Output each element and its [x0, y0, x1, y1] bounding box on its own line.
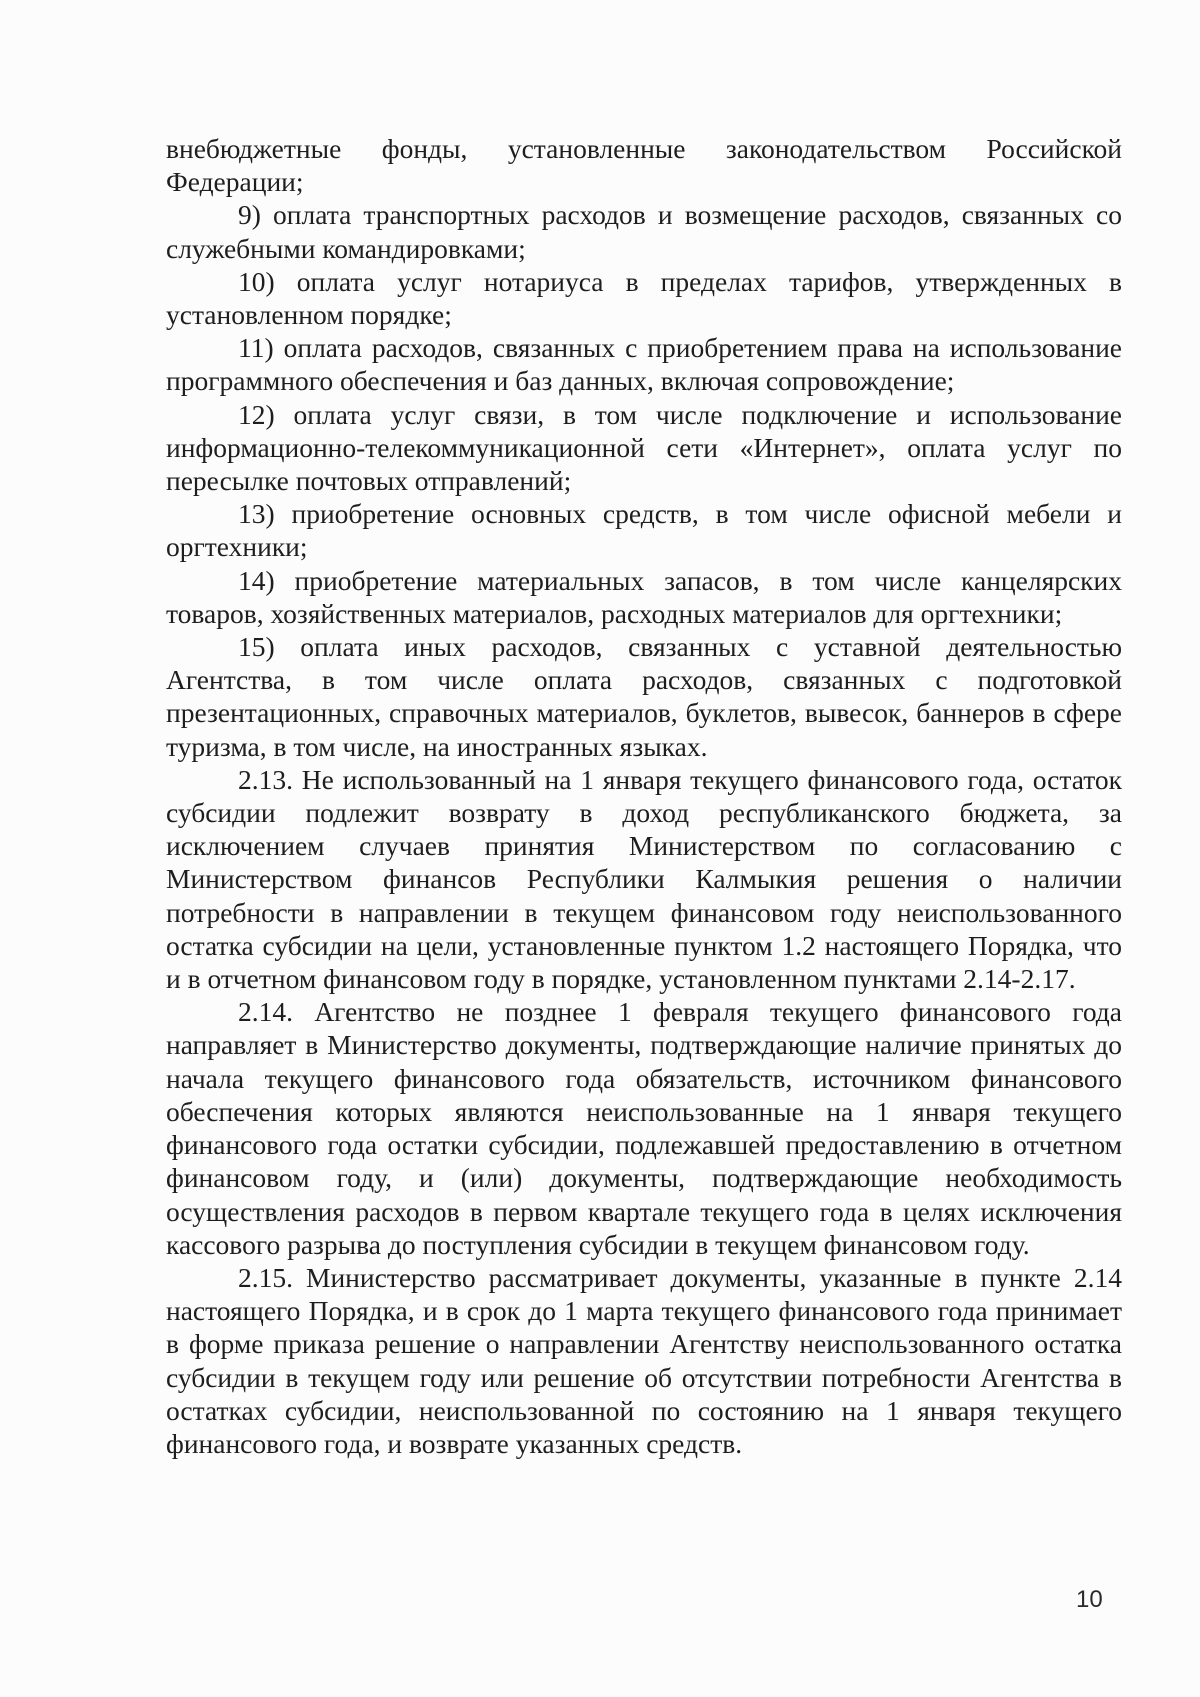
document-body: [166, 132, 1122, 1460]
paragraph-clause-2-14: 2.14. Агентство не позднее 1 февраля текущего финансового года направляет в Министерство документы, подтверждающие наличие принятых до начала текущего финансового года обязательств, источником финансового обеспечения которых являются неиспользованные на 1 января текущего финансового года остатки субсидии, подлежавшей предоставлению в отчетном финансовом году, и (или) документы, подтверждающие необходимость осуществления расходов в первом квартале текущего года в целях исключения кассового разрыва до поступления субсидии в текущем финансовом году.: [166, 996, 1122, 1260]
paragraph-item-12: 12) оплата услуг связи, в том числе подключение и использование информационно-телекоммуникационной сети «Интернет», оплата услуг по пересылке почтовых отправлений;: [166, 398, 1122, 497]
paragraph-item-9: 9) оплата транспортных расходов и возмещение расходов, связанных со служебными командировками;: [166, 199, 1122, 264]
paragraph-item-14: 14) приобретение материальных запасов, в том числе канцелярских товаров, хозяйственных материалов, расходных материалов для оргтехники;: [166, 564, 1122, 629]
paragraph-clause-2-13: 2.13. Не использованный на 1 января текущего финансового года, остаток субсидии подлежит возврату в доход республиканского бюджета, за исключением случаев принятия Министерством по согласованию с Министерством финансов Республики Калмыкия решения о наличии потребности в направлении в текущем финансовом году неиспользованного остатка субсидии на цели, установленные пунктом 1.2 настоящего Порядка, что и в отчетном финансовом году в порядке, установленном пунктами 2.14-2.17.: [166, 763, 1122, 995]
paragraph-item-10: 10) оплата услуг нотариуса в пределах тарифов, утвержденных в установленном порядке;: [166, 265, 1122, 331]
paragraph-clause-2-15: 2.15. Министерство рассматривает документы, указанные в пункте 2.14 настоящего Порядка, и в срок до 1 марта текущего финансового года принимает в форме приказа решение о направлении Агентству неиспользованного остатка субсидии в текущем году или решение об отсутствии потребности Агентства в остатках субсидии, неиспользованной по состоянию на 1 января текущего финансового года, и возврате указанных средств.: [166, 1261, 1122, 1459]
page-number: 10: [1076, 1586, 1103, 1613]
paragraph-item-15: 15) оплата иных расходов, связанных с уставной деятельностью Агентства, в том числе оплата расходов, связанных с подготовкой презентационных, справочных материалов, буклетов, вывесок, баннеров в сфере туризма, в том числе, на иностранных языках.: [166, 631, 1122, 762]
paragraph-item-13: 13) приобретение основных средств, в том числе офисной мебели и оргтехники;: [166, 498, 1122, 563]
paragraph-item-11: 11) оплата расходов, связанных с приобретением права на использование программного обеспечения и баз данных, включая сопровождение;: [166, 332, 1122, 397]
paragraph-continuation: внебюджетные фонды, установленные законодательством Российской Федерации;: [166, 133, 1122, 198]
